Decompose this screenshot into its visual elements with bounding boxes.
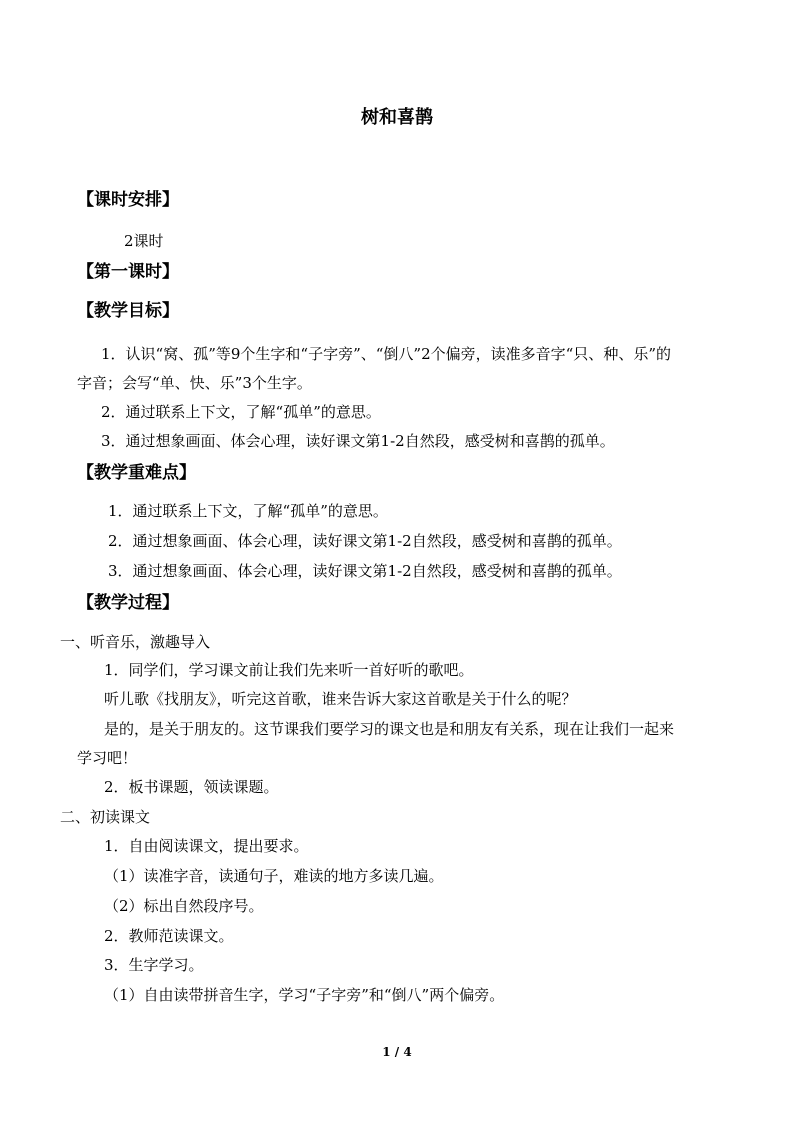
keypoint-line: 1．通过联系上下文，了解“孤单”的意思。: [108, 502, 388, 520]
part1-title: 一、听音乐，激趣导入: [60, 633, 211, 651]
part1-line: 学习吧！: [77, 749, 138, 767]
schedule-value: 2课时: [124, 232, 164, 250]
document-title: 树和喜鹊: [361, 107, 433, 128]
goal-line: 2．通过联系上下文，了解“孤单”的意思。: [101, 403, 381, 421]
part1-line: 1．同学们，学习课文前让我们先来听一首好听的歌吧。: [104, 661, 474, 679]
part2-line: （1）读准字音，读通句子，难读的地方多读几遍。: [104, 867, 444, 885]
part2-line: （2）标出自然段序号。: [104, 897, 264, 915]
process-heading: 【教学过程】: [77, 593, 179, 613]
goal-line: 字音；会写“单、快、乐”3个生字。: [77, 374, 312, 392]
part2-line: 3．生字学习。: [104, 956, 204, 974]
keypoint-line: 2．通过想象画面、体会心理，读好课文第1-2自然段，感受树和喜鹊的孤单。: [108, 532, 622, 550]
schedule-heading: 【课时安排】: [77, 190, 179, 210]
goals-heading: 【教学目标】: [77, 301, 179, 321]
part1-line: 听儿歌《找朋友》，听完这首歌，谁来告诉大家这首歌是关于什么的呢？: [104, 690, 577, 708]
keypoint-line: 3．通过想象画面、体会心理，读好课文第1-2自然段，感受树和喜鹊的孤单。: [108, 562, 622, 580]
part1-line: 2．板书课题，领读课题。: [104, 778, 279, 796]
part2-line: （1）自由读带拼音生字，学习“子字旁”和“倒八”两个偏旁。: [104, 986, 505, 1004]
keypoints-heading: 【教学重难点】: [77, 463, 196, 483]
goal-line: 3．通过想象画面、体会心理，读好课文第1-2自然段，感受树和喜鹊的孤单。: [101, 432, 615, 450]
lesson1-heading: 【第一课时】: [77, 262, 179, 282]
part2-line: 1．自由阅读课文，提出要求。: [104, 837, 309, 855]
part2-title: 二、初读课文: [60, 808, 151, 826]
page-number: 1 / 4: [382, 1045, 412, 1059]
goal-line: 1．认识“窝、孤”等9个生字和“子字旁”、“倒八”2个偏旁，读准多音字“只、种、乐”的: [101, 345, 671, 363]
part2-line: 2．教师范读课文。: [104, 927, 234, 945]
part1-line: 是的，是关于朋友的。这节课我们要学习的课文也是和朋友有关系，现在让我们一起来: [104, 720, 675, 738]
